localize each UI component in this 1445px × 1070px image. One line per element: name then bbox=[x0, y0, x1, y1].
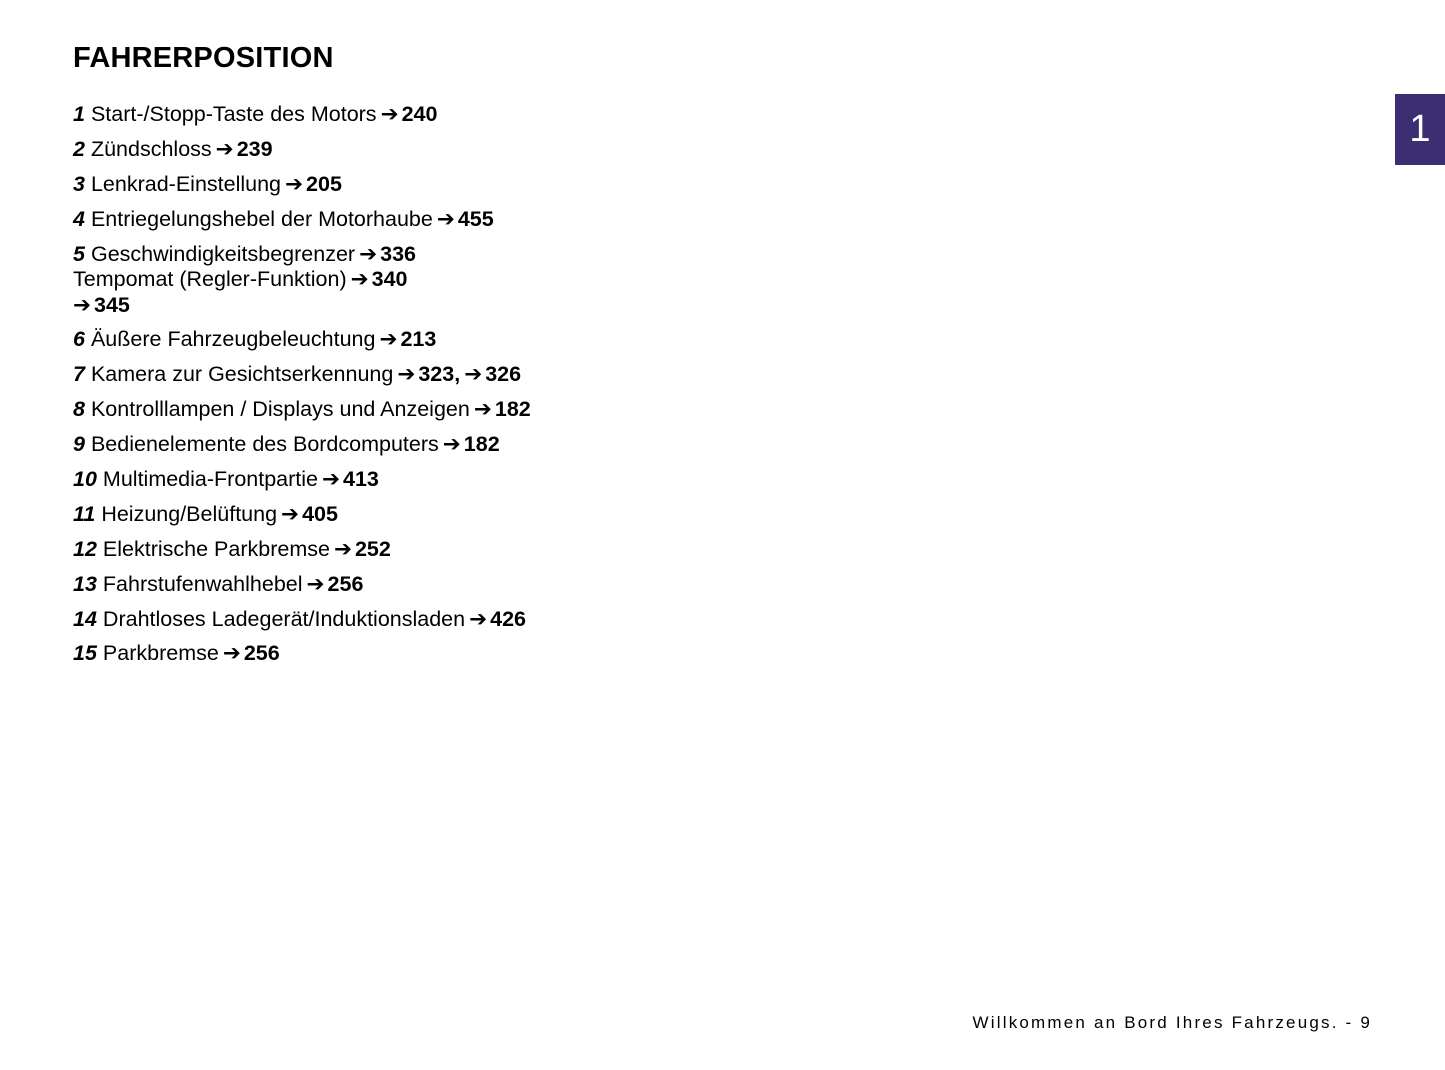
list-item bbox=[73, 572, 713, 598]
item-label: Bedienelemente des Bordcomputers bbox=[90, 432, 439, 457]
list-item bbox=[73, 607, 713, 633]
list-item bbox=[73, 172, 713, 198]
list-item bbox=[73, 502, 713, 528]
item-number: 8 bbox=[73, 397, 85, 422]
arrow-right-icon: ➔ bbox=[350, 267, 369, 292]
arrow-right-icon: ➔ bbox=[442, 432, 461, 457]
page-reference[interactable]: 323, bbox=[418, 362, 461, 387]
arrow-right-icon: ➔ bbox=[222, 641, 241, 666]
list-item bbox=[73, 327, 713, 353]
arrow-right-icon: ➔ bbox=[333, 536, 352, 561]
arrow-right-icon: ➔ bbox=[215, 136, 234, 161]
list-item bbox=[73, 432, 713, 458]
page-reference[interactable]: 336 bbox=[380, 241, 416, 266]
item-label: Multimedia-Frontpartie bbox=[102, 467, 318, 492]
item-label: Fahrstufenwahlhebel bbox=[102, 571, 303, 596]
item-label: Elektrische Parkbremse bbox=[102, 536, 330, 561]
item-line bbox=[73, 242, 713, 268]
list-item bbox=[73, 242, 713, 319]
list-item bbox=[73, 641, 713, 667]
item-number: 13 bbox=[73, 571, 97, 596]
arrow-right-icon: ➔ bbox=[359, 241, 378, 266]
arrow-right-icon: ➔ bbox=[397, 362, 416, 387]
page-reference[interactable]: 205 bbox=[306, 171, 342, 196]
arrow-right-icon: ➔ bbox=[73, 292, 92, 317]
page-reference[interactable]: 426 bbox=[490, 606, 526, 631]
item-number: 14 bbox=[73, 606, 97, 631]
page-reference[interactable]: 455 bbox=[457, 206, 494, 231]
item-number: 11 bbox=[73, 501, 96, 526]
list-item bbox=[73, 467, 713, 493]
list-item bbox=[73, 137, 713, 163]
item-label: Heizung/Belüftung bbox=[101, 501, 278, 526]
item-label: Start-/Stopp-Taste des Motors bbox=[90, 102, 377, 126]
page-reference[interactable]: 345 bbox=[94, 292, 130, 317]
item-number: 2 bbox=[73, 136, 85, 161]
chapter-tab bbox=[1395, 94, 1445, 165]
page-reference[interactable]: 405 bbox=[302, 501, 338, 526]
page-reference[interactable]: 213 bbox=[400, 327, 437, 352]
item-number: 5 bbox=[73, 241, 85, 266]
item-label: Äußere Fahrzeugbeleuchtung bbox=[90, 327, 376, 352]
page-reference[interactable]: 256 bbox=[243, 641, 280, 666]
arrow-right-icon: ➔ bbox=[322, 467, 341, 492]
arrow-right-icon: ➔ bbox=[464, 362, 483, 387]
page-reference[interactable]: 340 bbox=[371, 267, 408, 292]
page-reference[interactable]: 326 bbox=[485, 362, 522, 387]
arrow-right-icon: ➔ bbox=[473, 397, 492, 422]
item-label: Drahtloses Ladegerät/Induktionsladen bbox=[102, 606, 466, 631]
list-item bbox=[73, 397, 713, 423]
item-label: Kontrolllampen / Displays und Anzeigen bbox=[90, 397, 470, 422]
page-reference[interactable]: 182 bbox=[463, 432, 500, 457]
item-label: Kamera zur Gesichtserkennung bbox=[90, 362, 394, 387]
item-number: 3 bbox=[73, 171, 85, 196]
list-item bbox=[73, 362, 713, 388]
item-label: Zündschloss bbox=[90, 136, 212, 161]
item-number: 7 bbox=[73, 362, 85, 387]
page-reference[interactable]: 182 bbox=[494, 397, 531, 422]
page-reference[interactable]: 239 bbox=[236, 136, 273, 161]
item-label: Parkbremse bbox=[102, 641, 219, 666]
item-number: 15 bbox=[73, 641, 97, 666]
arrow-right-icon: ➔ bbox=[436, 206, 455, 231]
page-reference[interactable]: 256 bbox=[327, 571, 364, 596]
item-label: Lenkrad-Einstellung bbox=[90, 171, 282, 196]
list-item bbox=[73, 537, 713, 563]
item-label: Geschwindigkeitsbegrenzer bbox=[90, 241, 356, 266]
page-reference[interactable]: 413 bbox=[343, 467, 379, 492]
page-reference[interactable]: 252 bbox=[354, 536, 391, 561]
page-title: FAHRERPOSITION bbox=[73, 42, 334, 74]
arrow-right-icon: ➔ bbox=[380, 102, 399, 126]
item-number: 1 bbox=[73, 102, 85, 126]
item-line bbox=[73, 293, 713, 319]
item-line bbox=[73, 267, 713, 293]
item-number: 12 bbox=[73, 536, 97, 561]
control-list bbox=[73, 102, 713, 676]
item-number: 4 bbox=[73, 206, 85, 231]
item-number: 10 bbox=[73, 467, 97, 492]
arrow-right-icon: ➔ bbox=[469, 606, 488, 631]
arrow-right-icon: ➔ bbox=[281, 501, 300, 526]
item-number: 9 bbox=[73, 432, 85, 457]
page-footer: Willkommen an Bord Ihres Fahrzeugs. - 9 bbox=[972, 1013, 1372, 1032]
item-label: Entriegelungshebel der Motorhaube bbox=[90, 206, 433, 231]
list-item bbox=[73, 102, 713, 128]
item-label: Tempomat (Regler-Funktion) bbox=[73, 267, 347, 292]
chapter-tab-label: 1 bbox=[1409, 108, 1431, 150]
arrow-right-icon: ➔ bbox=[379, 327, 398, 352]
arrow-right-icon: ➔ bbox=[285, 171, 304, 196]
list-item bbox=[73, 207, 713, 233]
page-reference[interactable]: 240 bbox=[401, 102, 438, 126]
arrow-right-icon: ➔ bbox=[306, 571, 325, 596]
item-number: 6 bbox=[73, 327, 85, 352]
